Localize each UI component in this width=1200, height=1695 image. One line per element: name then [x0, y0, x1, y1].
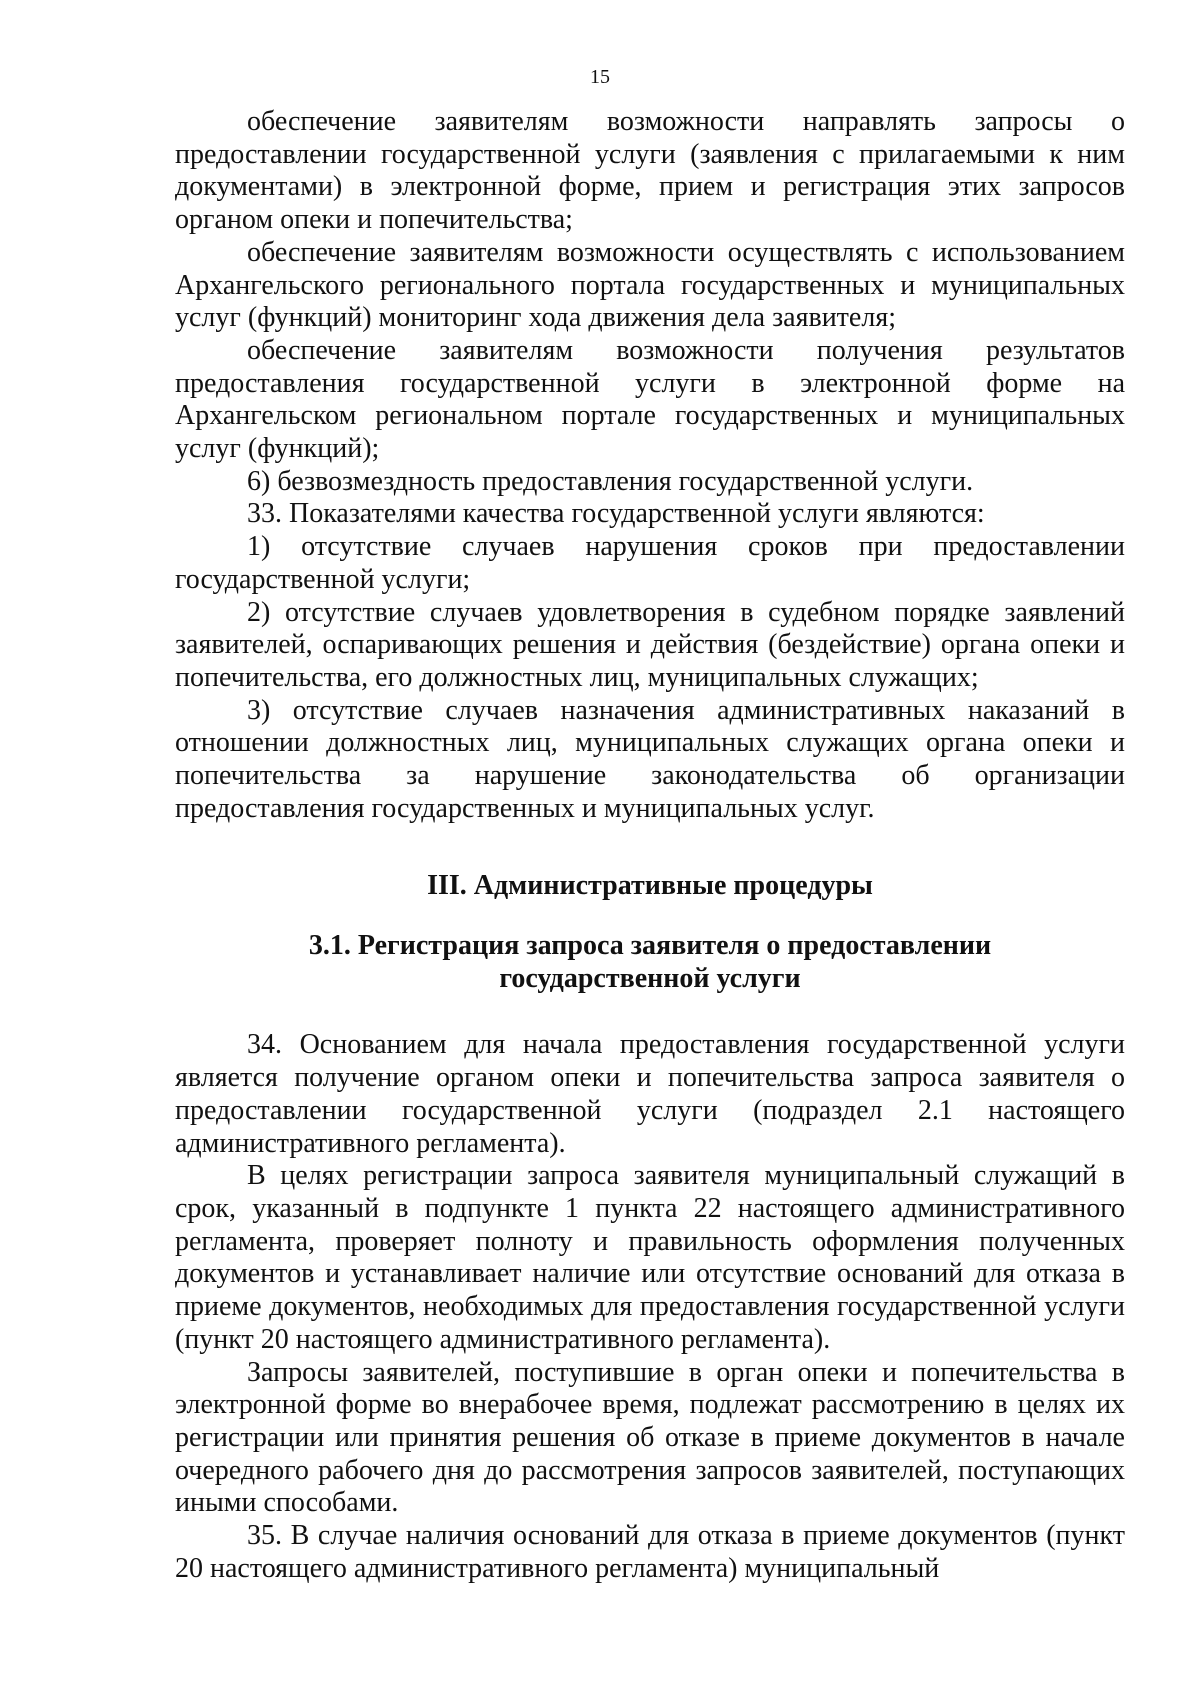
paragraph: обеспечение заявителям возможности осуществлять с использованием Архангельского регионального портала государственных и муниципальных услуг (функций) мониторинг хода движения дела заявителя;	[175, 236, 1125, 334]
paragraph: 2) отсутствие случаев удовлетворения в судебном порядке заявлений заявителей, оспаривающих решения и действия (бездействие) органа опеки и попечительства, его должностных лиц, муниципальных служащих;	[175, 596, 1125, 693]
paragraph: Запросы заявителей, поступившие в орган опеки и попечительства в электронной форме во внерабочее время, подлежат рассмотрению в целях их регистрации или принятия решения об отказе в приеме документов в начале очередного рабочего дня до рассмотрения запросов заявителей, поступающих иными способами.	[175, 1356, 1125, 1519]
subsection-heading	[175, 929, 1125, 995]
paragraph: 35. В случае наличия оснований для отказа в приеме документов (пункт 20 настоящего административного регламента) муниципальный	[175, 1520, 1125, 1584]
subsection-heading-line: 3.1. Регистрация запроса заявителя о предоставлении	[308, 930, 992, 962]
page-number: 15	[590, 66, 610, 88]
paragraph: 3) отсутствие случаев назначения административных наказаний в отношении должностных лиц, муниципальных служащих органа опеки и попечительства за нарушение законодательства об организации предоставления государственных и муниципальных услуг.	[175, 694, 1125, 824]
section-heading: III. Административные процедуры	[427, 870, 873, 902]
paragraph: 33. Показателями качества государственной услуги являются:	[247, 498, 985, 530]
paragraph: обеспечение заявителям возможности получения результатов предоставления государственной услуги в электронной форме на Архангельском региональном портале государственных и муниципальных услуг (функций);	[175, 334, 1125, 465]
paragraph: 1) отсутствие случаев нарушения сроков при предоставлении государственной услуги;	[175, 531, 1125, 595]
paragraph: В целях регистрации запроса заявителя муниципальный служащий в срок, указанный в подпункте 1 пункта 22 настоящего административного регламента, проверяет полноту и правильность оформления полученных документов и устанавливает наличие или отсутствие оснований для отказа в приеме документов, необходимых для предоставления государственной услуги (пункт 20 настоящего административного регламента).	[175, 1160, 1125, 1355]
paragraph: 34. Основанием для начала предоставления государственной услуги является получение органом опеки и попечительства запроса заявителя о предоставлении государственной услуги (подраздел 2.1 настоящего административного регламента).	[175, 1029, 1125, 1159]
subsection-heading-line: государственной услуги	[499, 963, 801, 995]
document-body	[175, 106, 1125, 1585]
paragraph: 6) безвозмездность предоставления государственной услуги.	[247, 465, 974, 497]
paragraph: обеспечение заявителям возможности направлять запросы о предоставлении государственной услуги (заявления с прилагаемыми к ним документами) в электронной форме, прием и регистрация этих запросов органом опеки и попечительства;	[175, 106, 1125, 236]
